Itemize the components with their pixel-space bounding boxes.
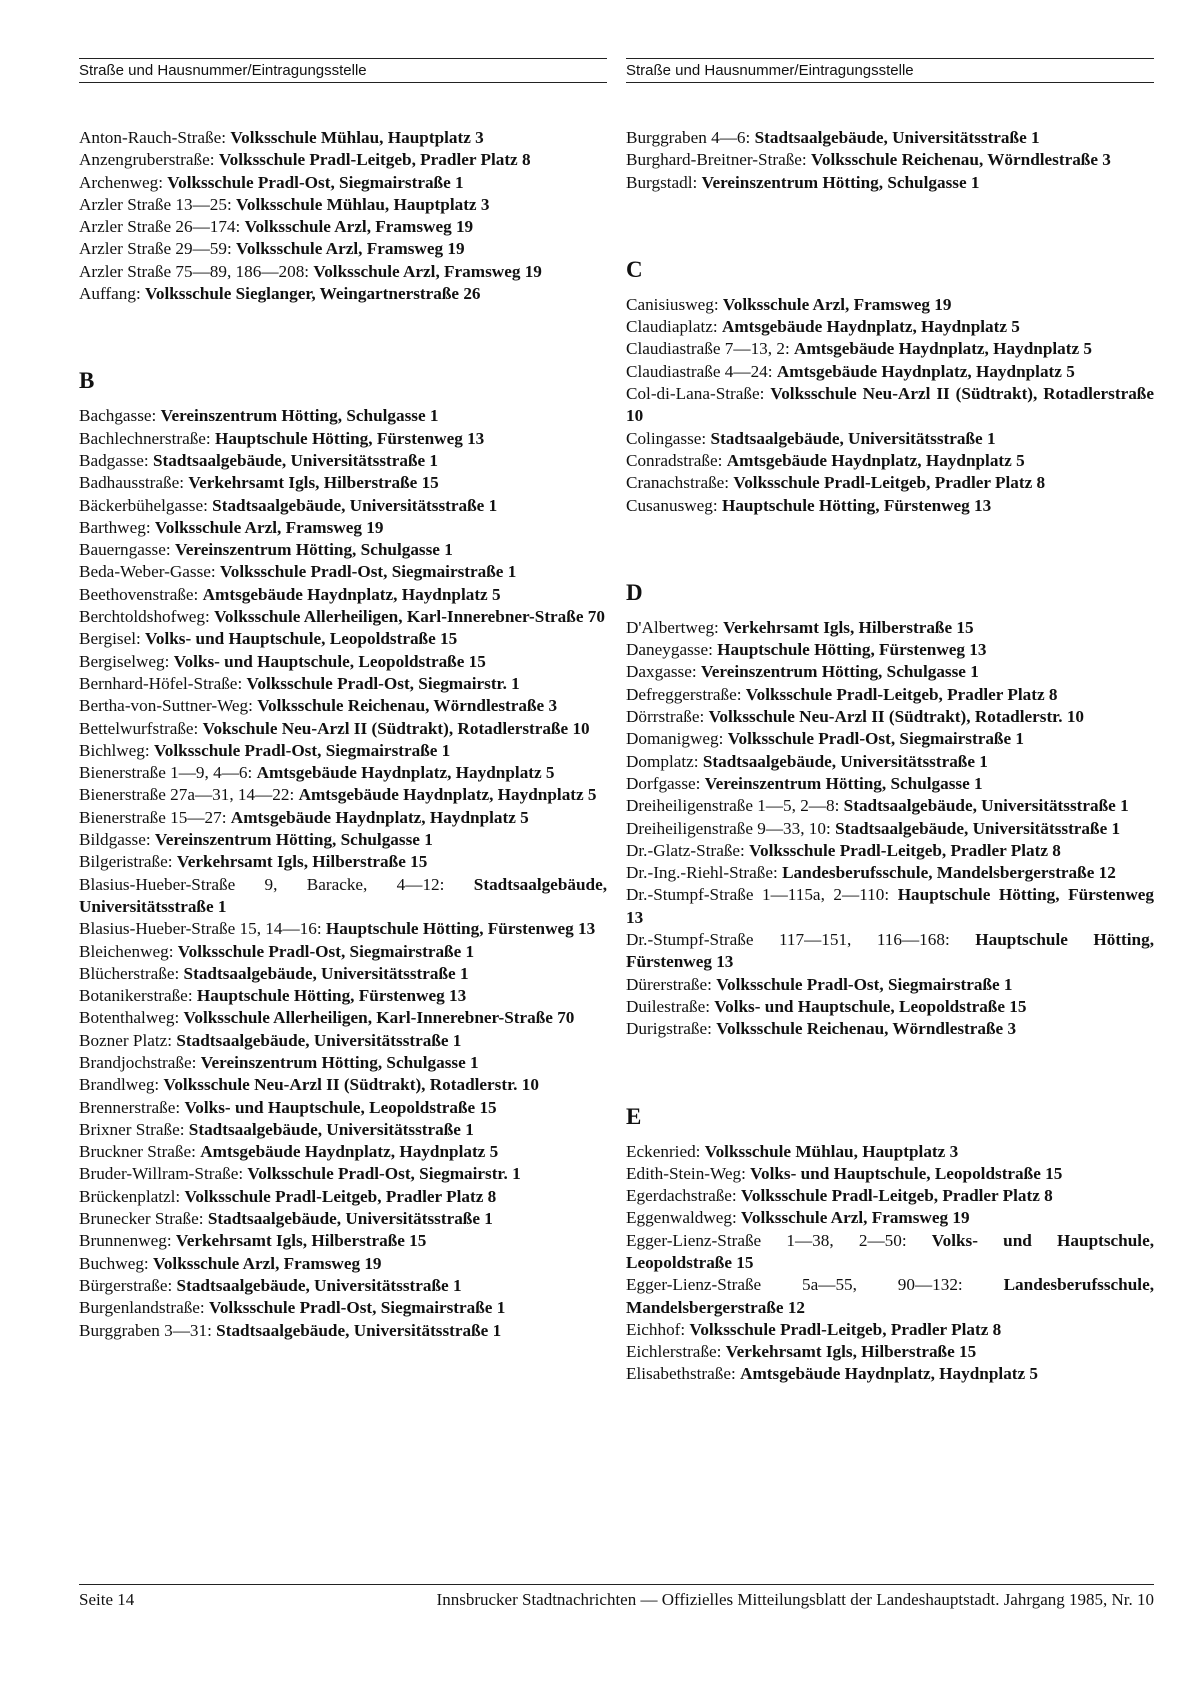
list-item — [626, 1363, 1154, 1385]
list-item — [79, 517, 607, 539]
street-name: Burgstadl: — [626, 172, 698, 192]
polling-location: Volksschule Mühlau, Hauptplatz 3 — [230, 128, 484, 147]
list-item — [79, 1074, 607, 1096]
list-b-cont — [626, 127, 1154, 194]
street-name: Brandlweg: — [79, 1075, 160, 1095]
list-item — [79, 495, 607, 517]
list-item — [79, 172, 607, 194]
list-item — [79, 450, 607, 472]
street-name: Beda-Weber-Gasse: — [79, 562, 216, 582]
polling-location: Volks- und Hauptschule, Leopoldstraße 15 — [626, 1230, 1154, 1272]
polling-location: Volksschule Reichenau, Wörndlestraße 3 — [811, 150, 1111, 170]
polling-location: Stadtsaalgebäude, Universitätsstraße 1 — [176, 1030, 462, 1050]
street-name: Anton-Rauch-Straße: — [79, 128, 227, 147]
street-name: Botenthalweg: — [79, 1008, 180, 1028]
list-item — [626, 361, 1154, 383]
street-name: Egerdachstraße: — [626, 1186, 737, 1206]
polling-location: Verkehrsamt Igls, Hilberstraße 15 — [175, 1231, 427, 1251]
street-name: Elisabethstraße: — [626, 1364, 736, 1384]
polling-location: Volksschule Neu-Arzl II (Südtrakt), Rotadlerstr. 10 — [708, 707, 1085, 727]
list-item — [626, 149, 1154, 171]
polling-location: Volksschule Arzl, Framsweg 19 — [244, 217, 474, 237]
polling-location: Hauptschule Hötting, Fürstenweg 13 — [196, 986, 467, 1006]
polling-location: Vereinszentrum Hötting, Schulgasse 1 — [154, 830, 433, 850]
list-item — [626, 974, 1154, 996]
street-name: Domanigweg: — [626, 729, 724, 749]
list-item — [79, 1141, 607, 1163]
polling-location: Stadtsaalgebäude, Universitätsstraße 1 — [702, 751, 988, 771]
list-item — [626, 428, 1154, 450]
list-item — [626, 383, 1154, 428]
street-name: Dr.-Ing.-Riehl-Straße: — [626, 863, 778, 883]
street-name: Arzler Straße 26—174: — [79, 217, 241, 237]
list-item — [79, 238, 607, 260]
list-item — [79, 428, 607, 450]
polling-location: Volksschule Neu-Arzl II (Südtrakt), Rotadlerstraße 10 — [626, 384, 1154, 426]
list-item — [79, 1208, 607, 1230]
street-name: Brandjochstraße: — [79, 1052, 197, 1072]
list-item — [626, 1274, 1154, 1319]
street-name: Claudiastraße 7—13, 2: — [626, 339, 790, 359]
polling-location: Volksschule Pradl-Ost, Siegmairstr. 1 — [246, 673, 520, 693]
street-name: Bienerstraße 15—27: — [79, 807, 227, 827]
street-name: Brixner Straße: — [79, 1119, 185, 1139]
list-item — [626, 1185, 1154, 1207]
street-name: Bergisel: — [79, 629, 141, 649]
street-name: Dreiheiligenstraße 1—5, 2—8: — [626, 796, 840, 816]
list-item — [79, 261, 607, 283]
polling-location: Landesberufsschule, Mandelsbergerstraße 12 — [626, 1275, 1154, 1317]
street-name: Cusanusweg: — [626, 495, 718, 515]
right-column — [626, 58, 1154, 1386]
polling-location: Stadtsaalgebäude, Universitätsstraße 1 — [188, 1119, 474, 1139]
polling-location: Volksschule Arzl, Framsweg 19 — [313, 261, 542, 281]
page-footer — [79, 1584, 1154, 1611]
polling-location: Volksschule Pradl-Leitgeb, Pradler Platz 8 — [689, 1319, 1002, 1339]
street-name: Eichlerstraße: — [626, 1342, 722, 1362]
polling-location: Volksschule Arzl, Framsweg 19 — [153, 1253, 382, 1273]
polling-location: Volksschule Pradl-Leitgeb, Pradler Platz 8 — [218, 150, 531, 170]
polling-location: Volksschule Neu-Arzl II (Südtrakt), Rotadlerstr. 10 — [163, 1075, 539, 1095]
street-name: Bettelwurfstraße: — [79, 718, 199, 738]
street-name: Bertha-von-Suttner-Weg: — [79, 696, 253, 716]
street-name: Blücherstraße: — [79, 963, 180, 983]
list-item — [79, 539, 607, 561]
list-item — [79, 695, 607, 717]
polling-location: Volksschule Pradl-Ost, Siegmairstraße 1 — [167, 172, 464, 192]
polling-location: Verkehrsamt Igls, Hilberstraße 15 — [188, 473, 439, 493]
publication-line: Innsbrucker Stadtnachrichten — Offizielles Mitteilungsblatt der Landeshauptstadt. Jahrgang 1985, Nr. 10 — [436, 1590, 1154, 1609]
list-item — [79, 1320, 607, 1342]
list-item — [79, 874, 607, 919]
street-name: Duilestraße: — [626, 996, 710, 1016]
street-name: Bachgasse: — [79, 406, 157, 426]
list-item — [626, 472, 1154, 494]
list-item — [79, 784, 607, 806]
list-item — [626, 728, 1154, 750]
polling-location: Stadtsaalgebäude, Universitätsstraße 1 — [710, 428, 996, 448]
street-name: Bichlweg: — [79, 740, 150, 760]
polling-location: Volksschule Pradl-Ost, Siegmairstraße 1 — [727, 729, 1025, 749]
polling-location: Volksschule Reichenau, Wörndlestraße 3 — [716, 1019, 1017, 1039]
street-name: Blasius-Hueber-Straße 9, Baracke, 4—12: — [79, 874, 445, 894]
street-name: Bleichenweg: — [79, 941, 174, 961]
list-item — [626, 818, 1154, 840]
left-column — [79, 58, 607, 1342]
polling-location: Amtsgebäude Haydnplatz, Haydnplatz 5 — [230, 807, 529, 827]
list-item — [79, 762, 607, 784]
street-name: Burggraben 3—31: — [79, 1320, 212, 1340]
polling-location: Volksschule Allerheiligen, Karl-Innerebner-Straße 70 — [183, 1008, 575, 1028]
street-name: Bilgeristraße: — [79, 852, 173, 872]
polling-location: Volksschule Arzl, Framsweg 19 — [236, 239, 465, 259]
polling-location: Vereinszentrum Hötting, Schulgasse 1 — [174, 540, 453, 560]
street-name: D'Albertweg: — [626, 617, 719, 637]
polling-location: Volks- und Hauptschule, Leopoldstraße 15 — [184, 1097, 497, 1117]
polling-location: Volksschule Pradl-Ost, Siegmairstraße 1 — [177, 941, 475, 961]
list-item — [79, 283, 607, 305]
street-name: Daxgasse: — [626, 662, 697, 682]
list-item — [626, 840, 1154, 862]
list-item — [626, 996, 1154, 1018]
polling-location: Stadtsaalgebäude, Universitätsstraße 1 — [176, 1275, 462, 1295]
list-item — [626, 751, 1154, 773]
street-name: Bachlechnerstraße: — [79, 428, 211, 448]
street-name: Bienerstraße 1—9, 4—6: — [79, 763, 253, 783]
street-name: Bauerngasse: — [79, 540, 171, 560]
street-name: Archenweg: — [79, 172, 163, 192]
street-name: Edith-Stein-Weg: — [626, 1163, 746, 1183]
street-name: Badhausstraße: — [79, 473, 185, 493]
polling-location: Vokschule Neu-Arzl II (Südtrakt), Rotadlerstraße 10 — [202, 718, 590, 738]
list-item — [79, 1052, 607, 1074]
street-name: Buchweg: — [79, 1253, 149, 1273]
column-header-right: Straße und Hausnummer/Eintragungsstelle — [626, 58, 1154, 83]
list-item — [626, 929, 1154, 974]
list-item — [79, 740, 607, 762]
list-item — [626, 862, 1154, 884]
list-item — [626, 294, 1154, 316]
polling-location: Hauptschule Hötting, Fürstenweg 13 — [626, 930, 1155, 972]
polling-location: Volksschule Pradl-Leitgeb, Pradler Platz 8 — [749, 840, 1061, 860]
list-item — [79, 1163, 607, 1185]
list-item — [79, 1097, 607, 1119]
letter-heading-d: D — [626, 579, 643, 605]
polling-location: Vereinszentrum Hötting, Schulgasse 1 — [160, 406, 439, 426]
list-item — [79, 1030, 607, 1052]
street-name: Bruder-Willram-Straße: — [79, 1164, 244, 1184]
polling-location: Amtsgebäude Haydnplatz, Haydnplatz 5 — [740, 1364, 1039, 1384]
street-name: Dr.-Stumpf-Straße 117—151, 116—168: — [626, 930, 950, 950]
street-name: Defreggerstraße: — [626, 684, 742, 704]
street-name: Botanikerstraße: — [79, 986, 193, 1006]
polling-location: Volksschule Sieglanger, Weingartnerstraße 26 — [145, 284, 481, 304]
street-name: Canisiusweg: — [626, 294, 719, 314]
polling-location: Amtsgebäude Haydnplatz, Haydnplatz 5 — [202, 584, 501, 604]
polling-location: Stadtsaalgebäude, Universitätsstraße 1 — [207, 1209, 493, 1229]
street-name: Domplatz: — [626, 751, 699, 771]
street-name: Dr.-Stumpf-Straße 1—115a, 2—110: — [626, 885, 890, 905]
polling-location: Volksschule Pradl-Ost, Siegmairstr. 1 — [247, 1164, 521, 1184]
list-c — [626, 294, 1154, 517]
list-item — [626, 1018, 1154, 1040]
list-item — [79, 194, 607, 216]
list-item — [79, 628, 607, 650]
polling-location: Volksschule Pradl-Leitgeb, Pradler Platz 8 — [184, 1186, 497, 1206]
street-name: Bildgasse: — [79, 830, 151, 850]
list-item — [626, 127, 1154, 149]
polling-location: Volksschule Pradl-Leitgeb, Pradler Platz 8 — [733, 473, 1046, 493]
list-item — [626, 884, 1154, 929]
list-item — [79, 963, 607, 985]
polling-location: Vereinszentrum Hötting, Schulgasse 1 — [200, 1052, 479, 1072]
polling-location: Volks- und Hauptschule, Leopoldstraße 15 — [173, 651, 486, 671]
street-name: Burghard-Breitner-Straße: — [626, 150, 807, 170]
polling-location: Landesberufsschule, Mandelsbergerstraße 12 — [782, 863, 1116, 883]
street-name: Bürgerstraße: — [79, 1275, 173, 1295]
polling-location: Stadtsaalgebäude, Universitätsstraße 1 — [212, 495, 498, 515]
list-item — [79, 1007, 607, 1029]
list-item — [79, 941, 607, 963]
polling-location: Volksschule Pradl-Ost, Siegmairstraße 1 — [153, 740, 451, 760]
polling-location: Volksschule Pradl-Leitgeb, Pradler Platz 8 — [745, 684, 1058, 704]
street-name: Bienerstraße 27a—31, 14—22: — [79, 785, 295, 805]
street-name: Bozner Platz: — [79, 1030, 173, 1050]
polling-location: Vereinszentrum Hötting, Schulgasse 1 — [704, 773, 983, 793]
list-item — [626, 661, 1154, 683]
list-item — [79, 149, 607, 171]
polling-location: Hauptschule Hötting, Fürstenweg 13 — [215, 428, 485, 448]
polling-location: Volksschule Pradl-Ost, Siegmairstraße 1 — [716, 974, 1013, 994]
polling-location: Stadtsaalgebäude, Universitätsstraße 1 — [183, 963, 469, 983]
polling-location: Amtsgebäude Haydnplatz, Haydnplatz 5 — [776, 361, 1075, 381]
polling-location: Volksschule Pradl-Leitgeb, Pradler Platz 8 — [741, 1186, 1053, 1206]
list-item — [626, 617, 1154, 639]
letter-heading-e: E — [626, 1103, 642, 1129]
list-item — [79, 1253, 607, 1275]
list-item — [79, 405, 607, 427]
street-name: Bernhard-Höfel-Straße: — [79, 673, 243, 693]
street-name: Arzler Straße 13—25: — [79, 194, 232, 214]
list-item — [626, 706, 1154, 728]
list-item — [626, 1319, 1154, 1341]
list-item — [626, 1141, 1154, 1163]
street-name: Conradstraße: — [626, 450, 723, 470]
polling-location: Stadtsaalgebäude, Universitätsstraße 1 — [153, 450, 439, 470]
list-item — [626, 684, 1154, 706]
street-name: Dorfgasse: — [626, 773, 701, 793]
list-item — [79, 807, 607, 829]
street-name: Arzler Straße 75—89, 186—208: — [79, 261, 310, 281]
street-name: Dörrstraße: — [626, 707, 705, 727]
polling-location: Volksschule Allerheiligen, Karl-Innerebner-Straße 70 — [214, 607, 605, 627]
polling-location: Volksschule Mühlau, Hauptplatz 3 — [704, 1141, 959, 1161]
letter-heading-b: B — [79, 368, 95, 394]
list-item — [79, 127, 607, 149]
list-item — [79, 918, 607, 940]
street-name: Cranachstraße: — [626, 473, 730, 493]
list-item — [626, 172, 1154, 194]
list-item — [626, 316, 1154, 338]
polling-location: Hauptschule Hötting, Fürstenweg 13 — [626, 885, 1154, 927]
polling-location: Amtsgebäude Haydnplatz, Haydnplatz 5 — [794, 339, 1092, 359]
polling-location: Hauptschule Hötting, Fürstenweg 13 — [325, 919, 596, 939]
list-item — [79, 1230, 607, 1252]
list-e — [626, 1141, 1154, 1386]
list-item — [626, 773, 1154, 795]
polling-location: Volksschule Arzl, Framsweg 19 — [722, 294, 952, 314]
street-name: Egger-Lienz-Straße 1—38, 2—50: — [626, 1230, 907, 1250]
polling-location: Vereinszentrum Hötting, Schulgasse 1 — [701, 172, 980, 192]
street-name: Eichhof: — [626, 1319, 686, 1339]
entry-list-right — [626, 127, 1154, 1386]
street-name: Dreiheiligenstraße 9—33, 10: — [626, 818, 831, 838]
polling-location: Amtsgebäude Haydnplatz, Haydnplatz 5 — [721, 317, 1020, 337]
street-name: Eckenried: — [626, 1141, 701, 1161]
list-item — [79, 561, 607, 583]
list-item — [79, 1186, 607, 1208]
street-name: Blasius-Hueber-Straße 15, 14—16: — [79, 919, 322, 939]
street-name: Col-di-Lana-Straße: — [626, 384, 765, 404]
list-d — [626, 617, 1154, 1041]
polling-location: Stadtsaalgebäude, Universitätsstraße 1 — [79, 874, 608, 916]
polling-location: Stadtsaalgebäude, Universitätsstraße 1 — [216, 1320, 502, 1340]
list-item — [79, 606, 607, 628]
polling-location: Hauptschule Hötting, Fürstenweg 13 — [717, 640, 987, 660]
polling-location: Volksschule Pradl-Ost, Siegmairstraße 1 — [219, 562, 517, 582]
polling-location: Volksschule Pradl-Ost, Siegmairstraße 1 — [209, 1298, 506, 1318]
list-item — [626, 1230, 1154, 1275]
letter-heading-c: C — [626, 256, 643, 282]
street-name: Brennerstraße: — [79, 1097, 181, 1117]
polling-location: Amtsgebäude Haydnplatz, Haydnplatz 5 — [298, 785, 597, 805]
street-name: Brunnenweg: — [79, 1231, 172, 1251]
polling-location: Stadtsaalgebäude, Universitätsstraße 1 — [835, 818, 1121, 838]
list-item — [626, 1341, 1154, 1363]
entry-list-a — [79, 127, 607, 1342]
street-name: Colingasse: — [626, 428, 707, 448]
list-item — [626, 338, 1154, 360]
list-item — [79, 718, 607, 740]
street-name: Dürerstraße: — [626, 974, 712, 994]
polling-location: Volks- und Hauptschule, Leopoldstraße 15 — [750, 1163, 1063, 1183]
street-name: Burggraben 4—6: — [626, 128, 751, 147]
street-name: Claudiaplatz: — [626, 317, 718, 337]
list-item — [79, 584, 607, 606]
polling-location: Verkehrsamt Igls, Hilberstraße 15 — [725, 1342, 977, 1362]
polling-location: Amtsgebäude Haydnplatz, Haydnplatz 5 — [256, 763, 555, 783]
street-name: Anzengruberstraße: — [79, 150, 215, 170]
street-name: Daneygasse: — [626, 640, 713, 660]
list-item — [626, 795, 1154, 817]
list-item — [626, 450, 1154, 472]
street-name: Egger-Lienz-Straße 5a—55, 90—132: — [626, 1275, 963, 1295]
polling-location: Stadtsaalgebäude, Universitätsstraße 1 — [754, 128, 1040, 147]
list-item — [626, 495, 1154, 517]
street-name: Claudiastraße 4—24: — [626, 361, 773, 381]
list-item — [79, 651, 607, 673]
polling-location: Volksschule Reichenau, Wörndlestraße 3 — [257, 696, 558, 716]
list-item — [79, 1119, 607, 1141]
polling-location: Verkehrsamt Igls, Hilberstraße 15 — [723, 617, 974, 637]
polling-location: Verkehrsamt Igls, Hilberstraße 15 — [176, 852, 428, 872]
street-name: Brunecker Straße: — [79, 1209, 204, 1229]
street-name: Bruckner Straße: — [79, 1142, 196, 1162]
street-name: Dr.-Glatz-Straße: — [626, 840, 745, 860]
street-name: Brückenplatzl: — [79, 1186, 181, 1206]
polling-location: Volksschule Arzl, Framsweg 19 — [741, 1208, 970, 1228]
list-item — [79, 216, 607, 238]
street-name: Barthweg: — [79, 517, 151, 537]
polling-location: Volksschule Arzl, Framsweg 19 — [154, 517, 384, 537]
list-item — [79, 1297, 607, 1319]
column-header-left: Straße und Hausnummer/Eintragungsstelle — [79, 58, 607, 83]
street-name: Berchtoldshofweg: — [79, 607, 210, 627]
street-name: Bergiselweg: — [79, 651, 170, 671]
list-item — [626, 639, 1154, 661]
street-name: Arzler Straße 29—59: — [79, 239, 232, 259]
list-a — [79, 127, 607, 305]
street-name: Beethovenstraße: — [79, 584, 199, 604]
polling-location: Vereinszentrum Hötting, Schulgasse 1 — [700, 662, 979, 682]
street-name: Bäckerbühelgasse: — [79, 495, 208, 515]
polling-location: Volks- und Hauptschule, Leopoldstraße 15 — [714, 996, 1027, 1016]
street-name: Durigstraße: — [626, 1019, 712, 1039]
list-item — [626, 1163, 1154, 1185]
polling-location: Amtsgebäude Haydnplatz, Haydnplatz 5 — [200, 1142, 499, 1162]
street-name: Badgasse: — [79, 450, 149, 470]
street-name: Auffang: — [79, 284, 141, 304]
polling-location: Volksschule Mühlau, Hauptplatz 3 — [236, 194, 490, 214]
list-item — [626, 1207, 1154, 1229]
list-item — [79, 985, 607, 1007]
list-item — [79, 851, 607, 873]
list-item — [79, 673, 607, 695]
polling-location: Amtsgebäude Haydnplatz, Haydnplatz 5 — [726, 450, 1025, 470]
street-name: Burgenlandstraße: — [79, 1298, 205, 1318]
list-item — [79, 472, 607, 494]
street-name: Eggenwaldweg: — [626, 1208, 737, 1228]
polling-location: Hauptschule Hötting, Fürstenweg 13 — [721, 495, 992, 515]
list-item — [79, 829, 607, 851]
polling-location: Volks- und Hauptschule, Leopoldstraße 15 — [145, 629, 458, 649]
page-number: Seite 14 — [79, 1590, 135, 1609]
polling-location: Stadtsaalgebäude, Universitätsstraße 1 — [843, 796, 1129, 816]
list-b — [79, 405, 607, 1341]
list-item — [79, 1275, 607, 1297]
